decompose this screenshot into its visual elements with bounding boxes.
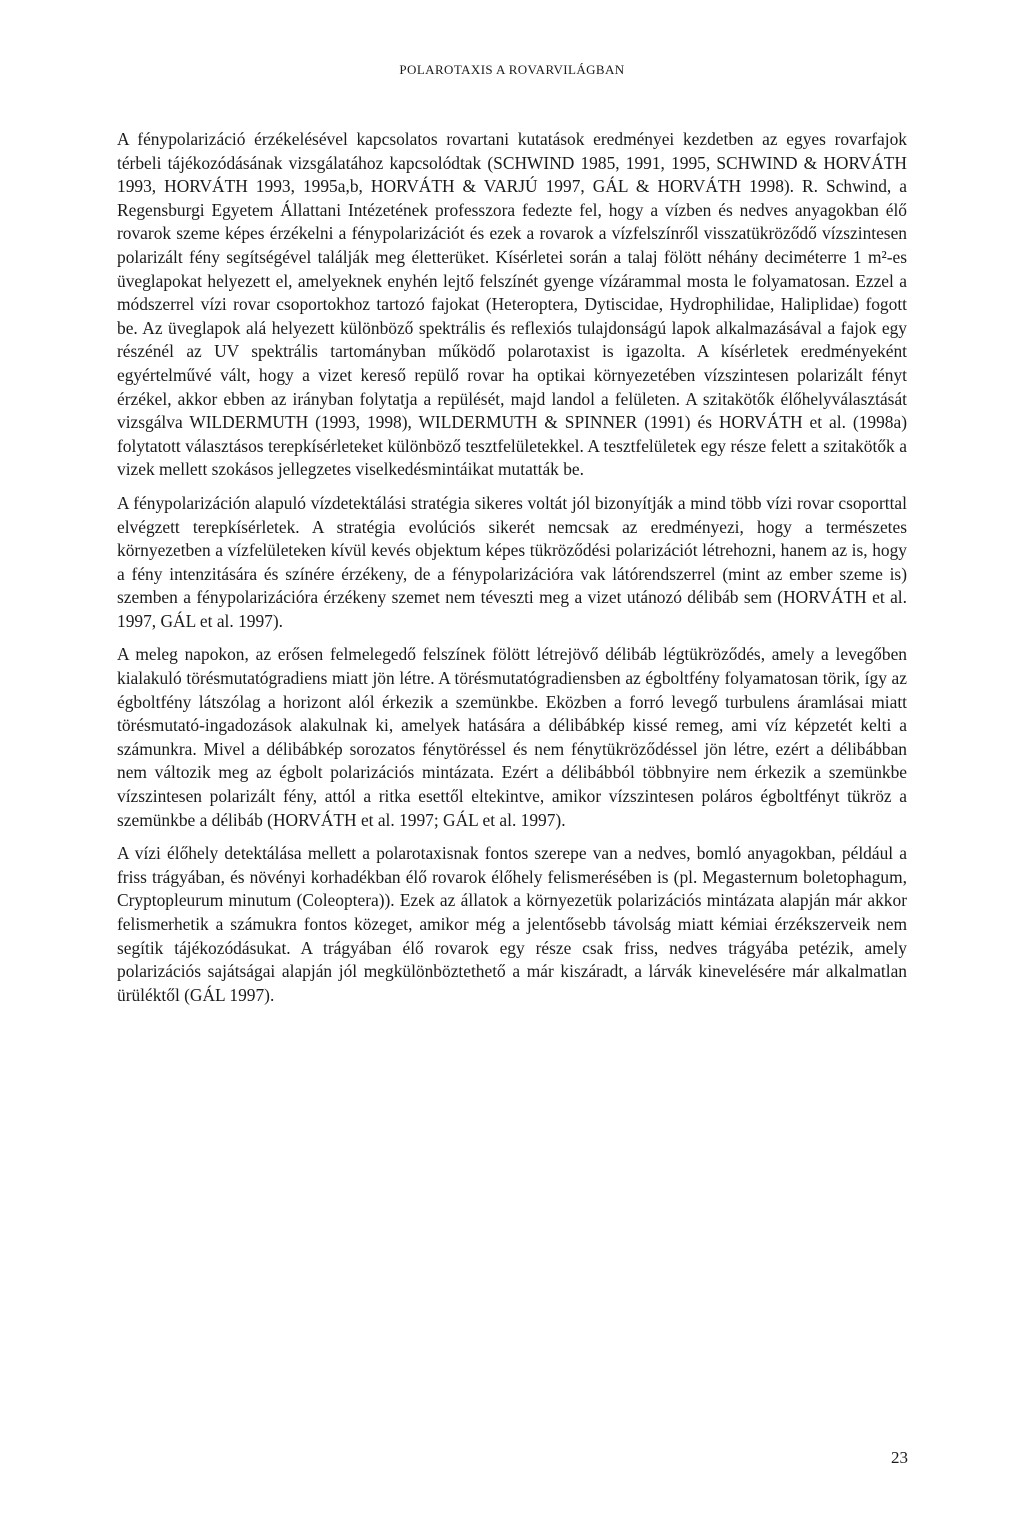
paragraph-3: A meleg napokon, az erősen felmelegedő felszínek fölött létrejövő délibáb légtükröződés, amely a levegőben kialakuló törésmutatógradiens miatt jön létre. A törésmutatógradiensben az égboltfény folyamatosan törik, így az égboltfény látszólag a horizont alól érkezik a szemünkbe. Eközben a forró levegő turbulens áramlásai miatt törésmutató-ingadozások alakulnak ki, amelyek hatására a délibábkép kissé remeg, ami víz képzetét kelti a számunkra. Mivel a délibábkép sorozatos fénytöréssel és nem fénytükröződéssel jön létre, ezért a délibábban nem változik meg az égbolt polarizációs mintázata. Ezért a délibábból többnyire nem érkezik a szemünkbe vízszintesen polarizált fény, attól a ritka esettől eltekintve, amikor vízszintesen poláros égboltfényt tükröz a szemünkbe a délibáb (HORVÁTH et al. 1997; GÁL et al. 1997). xyxy=(117,644,907,830)
body-text xyxy=(117,128,907,1007)
paragraph-4: A vízi élőhely detektálása mellett a polarotaxisnak fontos szerepe van a nedves, bomló anyagokban, például a friss trágyában, és növényi korhadékban élő rovarok élőhely felismerésében is (pl. Megasternum boletophagum, Cryptopleurum minutum (Coleoptera)). Ezek az állatok a környezetük polarizációs mintázata alapján már akkor felismerhetik a számukra fontos közeget, amikor még a jelentősebb távolság miatt kémiai érzékszerveik nem segítik tájékozódásukat. A trágyában élő rovarok egy része csak friss, nedves trágyába petézik, amely polarizációs sajátságai alapján jól megkülönböztethető a már kiszáradt, a lárvák kinevelésére már alkalmatlan ürüléktől (GÁL 1997). xyxy=(117,843,907,1005)
running-header: POLAROTAXIS A ROVARVILÁGBAN xyxy=(399,62,625,77)
paragraph-2: A fénypolarizáción alapuló vízdetektálási stratégia sikeres voltát jól bizonyítják a mind több vízi rovar csoporttal elvégzett terepkísérletek. A stratégia evolúciós sikerét nemcsak az eredményezi, hogy a természetes környezetben a vízfelületeken kívül kevés objektum képes tükröződési polarizációt létrehozni, hanem az is, hogy a fény intenzitására és színére érzékeny, de a fénypolarizációra vak látórendszerrel (mint az ember szeme is) szemben a fénypolarizációra érzékeny szemet nem téveszti meg a vizet utánozó délibáb sem (HORVÁTH et al. 1997, GÁL et al. 1997). xyxy=(117,492,907,631)
paragraph-1: A fénypolarizáció érzékelésével kapcsolatos rovartani kutatások eredményei kezdetben az egyes rovarfajok térbeli tájékozódásának vizsgálatához kapcsolódtak (SCHWIND 1985, 1991, 1995, SCHWIND & HORVÁTH 1993, HORVÁTH 1993, 1995a,b, HORVÁTH & VARJÚ 1997, GÁL & HORVÁTH 1998). R. Schwind, a Regensburgi Egyetem Állattani Intézetének professzora fedezte fel, hogy a vízben és nedves anyagokban élő rovarok szeme képes érzékelni a fénypolarizációt és ezek a rovarok a vízfelszínről visszatükröződő vízszintesen polarizált fény segítségével találják meg életterüket. Kísérletei során a talaj fölött néhány deciméterre 1 m²-es üveglapokat helyezett el, amelyeknek enyhén lejtő felszínét gyenge vízárammal mosta le folyamatosan. Ezzel a módszerrel vízi rovar csoportokhoz tartozó fajokat (Heteroptera, Dytiscidae, Hydrophilidae, Haliplidae) fogott be. Az üveglapok alá helyezett különböző spektrális és reflexiós tulajdonságú lapok alkalmazásával a fajok egy részénél az UV spektrális tartományban működő polarotaxist is igazolta. A kísérletek eredményeként egyértelművé vált, hogy a vizet kereső repülő rovar ha optikai környezetében vízszintesen polarizált fényt érzékel, akkor ebben az irányban folytatja a repülését, majd landol a felületen. A szitakötők élőhelyválasztását vizsgálva WILDERMUTH (1993, 1998), WILDERMUTH & SPINNER (1991) és HORVÁTH et al. (1998a) folytatott választásos terepkísérleteket különböző tesztfelületekkel. A tesztfelületek egy része felett a szitakötők a vizek mellett szokásos jellegzetes viselkedésmintáikat mutatták be. xyxy=(117,129,907,480)
page-number: 23 xyxy=(891,1448,908,1467)
